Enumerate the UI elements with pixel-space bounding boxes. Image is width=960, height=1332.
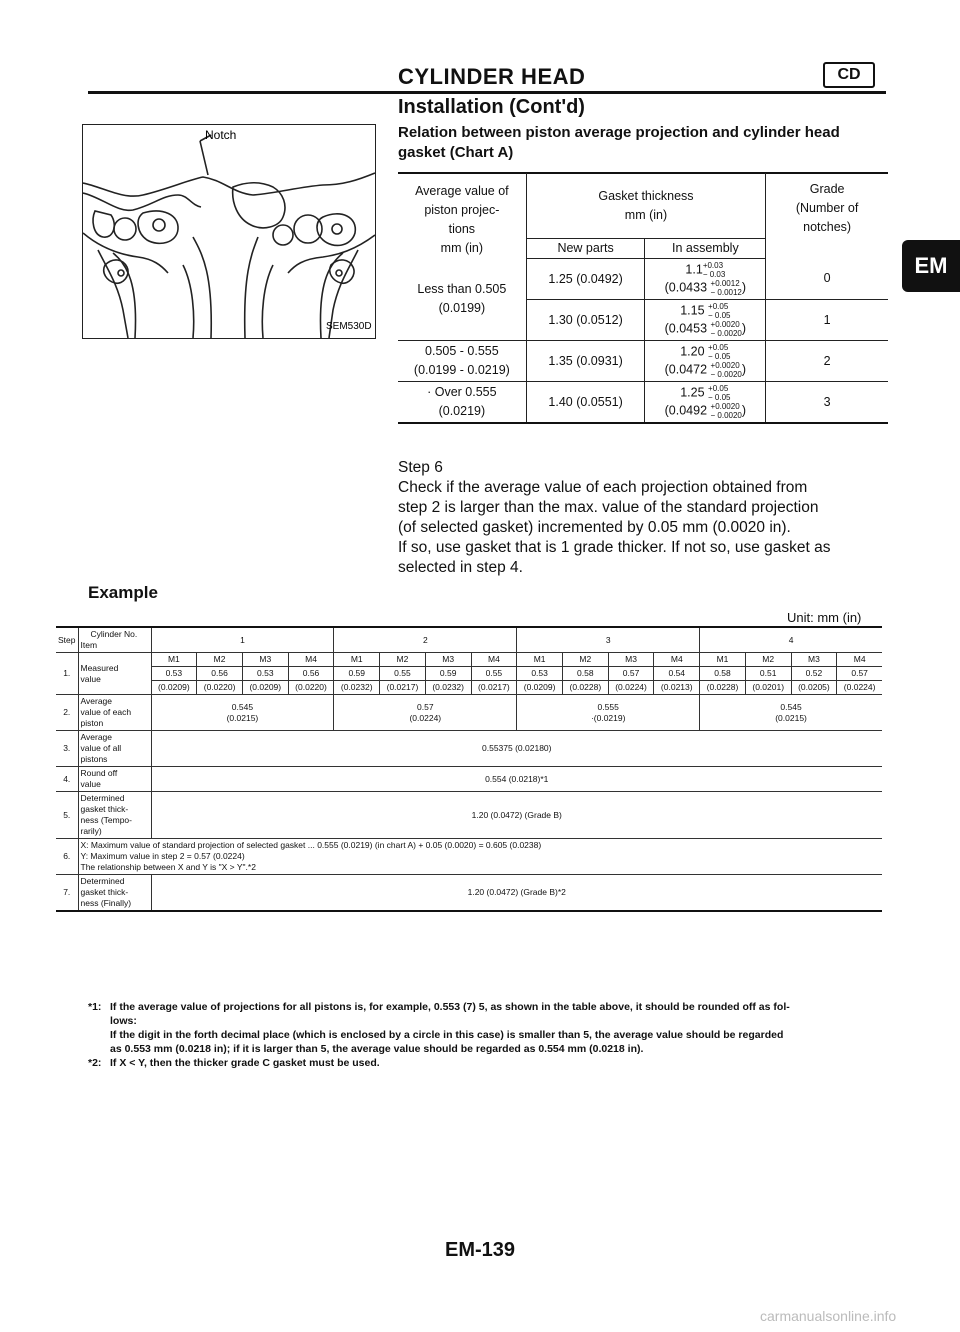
section-badge: CD: [823, 62, 875, 88]
measured-mm-cell: 0.57: [837, 667, 882, 681]
example-unit: Unit: mm (in): [787, 610, 862, 625]
measured-in-cell: (0.0220): [197, 681, 243, 695]
step6-heading: Step 6: [398, 459, 443, 476]
measured-mm-cell: 0.52: [791, 667, 837, 681]
thickness-header: Gasket thickness mm (in): [526, 173, 766, 238]
step-number: 5.: [56, 792, 78, 839]
measured-mm-cell: 0.56: [197, 667, 243, 681]
piston-header: M1: [151, 653, 197, 667]
grade-cell: 2: [766, 340, 888, 381]
footnote-2: *2: If X < Y, then the thicker grade C gasket must be used.: [88, 1057, 380, 1069]
step-number: 1.: [56, 653, 78, 695]
step5-value: 1.20 (0.0472) (Grade B): [151, 792, 882, 839]
measured-mm-cell: 0.57: [608, 667, 654, 681]
new-parts-cell: 1.35 (0.0931): [526, 340, 645, 381]
cylinder-3-header: 3: [517, 627, 700, 653]
avg-group-1: Less than 0.505 (0.0199): [398, 258, 526, 340]
measured-mm-cell: 0.58: [562, 667, 608, 681]
avg-piston-cell: 0.545 (0.0215): [700, 695, 882, 731]
chart-a-title: Relation between piston average projection and cylinder head gasket (Chart A): [398, 124, 840, 161]
measured-in-cell: (0.0209): [517, 681, 563, 695]
piston-header: M4: [288, 653, 334, 667]
cylinder-2-header: 2: [334, 627, 517, 653]
section-title: Installation (Cont'd): [398, 96, 585, 118]
measured-in-cell: (0.0224): [608, 681, 654, 695]
measured-in-cell: (0.0209): [242, 681, 288, 695]
piston-header: M1: [517, 653, 563, 667]
avg-piston-cell: 0.545 (0.0215): [151, 695, 334, 731]
item-header: Cylinder No. Item: [78, 627, 151, 653]
piston-header: M4: [471, 653, 517, 667]
step4-value: 0.554 (0.0218)*1: [151, 767, 882, 792]
measured-mm-cell: 0.53: [151, 667, 197, 681]
avg-piston-cell: 0.555 ·(0.0219): [517, 695, 700, 731]
in-assembly-cell: 1.1 +0.03 − 0.03 (0.0433 +0.0012 − 0.0012 ): [645, 258, 766, 299]
new-parts-cell: 1.40 (0.0551): [526, 381, 645, 423]
measured-in-cell: (0.0201): [745, 681, 791, 695]
footnotes: [88, 1000, 888, 1070]
page-number: EM-139: [444, 1239, 516, 1261]
step-label: Average value of all pistons: [78, 731, 151, 767]
in-assembly-cell: 1.15 +0.05 − 0.05 (0.0453 +0.0020 − 0.0020 ): [645, 299, 766, 340]
step-label: Determined gasket thick- ness (Finally): [78, 875, 151, 912]
measured-mm-cell: 0.55: [471, 667, 517, 681]
new-parts-cell: 1.30 (0.0512): [526, 299, 645, 340]
in-assembly-header: In assembly: [645, 238, 766, 258]
measured-in-cell: (0.0232): [334, 681, 380, 695]
piston-header: M3: [425, 653, 471, 667]
step-number: 7.: [56, 875, 78, 912]
measured-mm-cell: 0.59: [425, 667, 471, 681]
grade-header: Grade (Number of notches): [766, 173, 888, 258]
piston-header: M1: [700, 653, 746, 667]
measured-in-cell: (0.0217): [380, 681, 426, 695]
new-parts-cell: 1.25 (0.0492): [526, 258, 645, 299]
gasket-figure: [82, 124, 376, 339]
measured-mm-cell: 0.55: [380, 667, 426, 681]
page-header-title: CYLINDER HEAD: [398, 64, 586, 89]
watermark: carmanualsonline.info: [760, 1308, 897, 1324]
measured-in-cell: (0.0205): [791, 681, 837, 695]
example-title: Example: [88, 583, 158, 602]
avg-group-3: · Over 0.555 (0.0219): [398, 381, 526, 423]
piston-header: M1: [334, 653, 380, 667]
step3-value: 0.55375 (0.02180): [151, 731, 882, 767]
step-number: 3.: [56, 731, 78, 767]
avg-piston-cell: 0.57 (0.0224): [334, 695, 517, 731]
example-table: [56, 626, 882, 912]
piston-header: M3: [242, 653, 288, 667]
step-number: 4.: [56, 767, 78, 792]
step6-line: selected in step 4.: [398, 559, 523, 576]
piston-header: M4: [837, 653, 882, 667]
grade-cell: 1: [766, 299, 888, 340]
gasket-drawing: [83, 125, 375, 338]
piston-header: M3: [791, 653, 837, 667]
measured-mm-cell: 0.53: [242, 667, 288, 681]
figure-code: SEM530D: [326, 321, 372, 332]
piston-header: M2: [380, 653, 426, 667]
in-assembly-cell: 1.20 +0.05 − 0.05 (0.0472 +0.0020 − 0.0020 ): [645, 340, 766, 381]
step-number: 6.: [56, 839, 78, 875]
figure-callout-notch: Notch: [205, 128, 237, 142]
grade-cell: 0: [766, 258, 888, 299]
step-number: 2.: [56, 695, 78, 731]
cylinder-4-header: 4: [700, 627, 882, 653]
step6-line: (of selected gasket) incremented by 0.05 mm (0.0020 in).: [398, 519, 791, 536]
measured-in-cell: (0.0209): [151, 681, 197, 695]
piston-header: M2: [197, 653, 243, 667]
piston-header: M2: [745, 653, 791, 667]
step6-line: step 2 is larger than the max. value of the standard projection: [398, 499, 819, 516]
avg-header: Average value of piston projec- tions mm (in): [398, 173, 526, 258]
footnote-1: *1: If the average value of projections for all pistons is, for example, 0.553 (7) 5, as shown in the table above, it should be rounded off as fol- lows: If the digit in the forth decimal place (which is enclosed by a circle in this case) is smaller than 5, the average value should be regarded as 0.553 mm (0.0218 in); if it is larger than 5, the average value should be regarded as 0.554 mm (0.0218 in).: [88, 1001, 790, 1055]
measured-mm-cell: 0.53: [517, 667, 563, 681]
step6-formula: X: Maximum value of standard projection of selected gasket ... 0.555 (0.0219) (in chart A) + 0.05 (0.0020) = 0.605 (0.0238) Y: Maximum value in step 2 = 0.57 (0.0224) The relationship between X and Y is "X > Y".*2: [78, 839, 882, 875]
side-tab-em[interactable]: EM: [902, 240, 960, 292]
measured-in-cell: (0.0232): [425, 681, 471, 695]
measured-in-cell: (0.0220): [288, 681, 334, 695]
new-parts-header: New parts: [526, 238, 645, 258]
measured-mm-cell: 0.51: [745, 667, 791, 681]
grade-cell: 3: [766, 381, 888, 423]
avg-group-2: 0.505 - 0.555 (0.0199 - 0.0219): [398, 340, 526, 381]
measured-mm-cell: 0.59: [334, 667, 380, 681]
step6-line: If so, use gasket that is 1 grade thicker. If not so, use gasket as: [398, 539, 831, 556]
measured-in-cell: (0.0213): [654, 681, 700, 695]
measured-in-cell: (0.0228): [562, 681, 608, 695]
measured-mm-cell: 0.54: [654, 667, 700, 681]
header-rule: [88, 91, 886, 94]
measured-mm-cell: 0.56: [288, 667, 334, 681]
piston-header: M2: [562, 653, 608, 667]
chart-a-table: [398, 172, 888, 424]
step-label: Average value of each piston: [78, 695, 151, 731]
measured-in-cell: (0.0228): [700, 681, 746, 695]
step7-value: 1.20 (0.0472) (Grade B)*2: [151, 875, 882, 912]
in-assembly-cell: 1.25 +0.05 − 0.05 (0.0492 +0.0020 − 0.0020 ): [645, 381, 766, 423]
measured-mm-cell: 0.58: [700, 667, 746, 681]
measured-in-cell: (0.0217): [471, 681, 517, 695]
measured-in-cell: (0.0224): [837, 681, 882, 695]
step-label: Measured value: [78, 653, 151, 695]
piston-header: M4: [654, 653, 700, 667]
piston-header: M3: [608, 653, 654, 667]
step6-block: [398, 458, 888, 578]
cylinder-1-header: 1: [151, 627, 334, 653]
step-label: Determined gasket thick- ness (Tempo- rarily): [78, 792, 151, 839]
step-header: Step: [56, 627, 78, 653]
step6-line: Check if the average value of each projection obtained from: [398, 479, 808, 496]
step-label: Round off value: [78, 767, 151, 792]
